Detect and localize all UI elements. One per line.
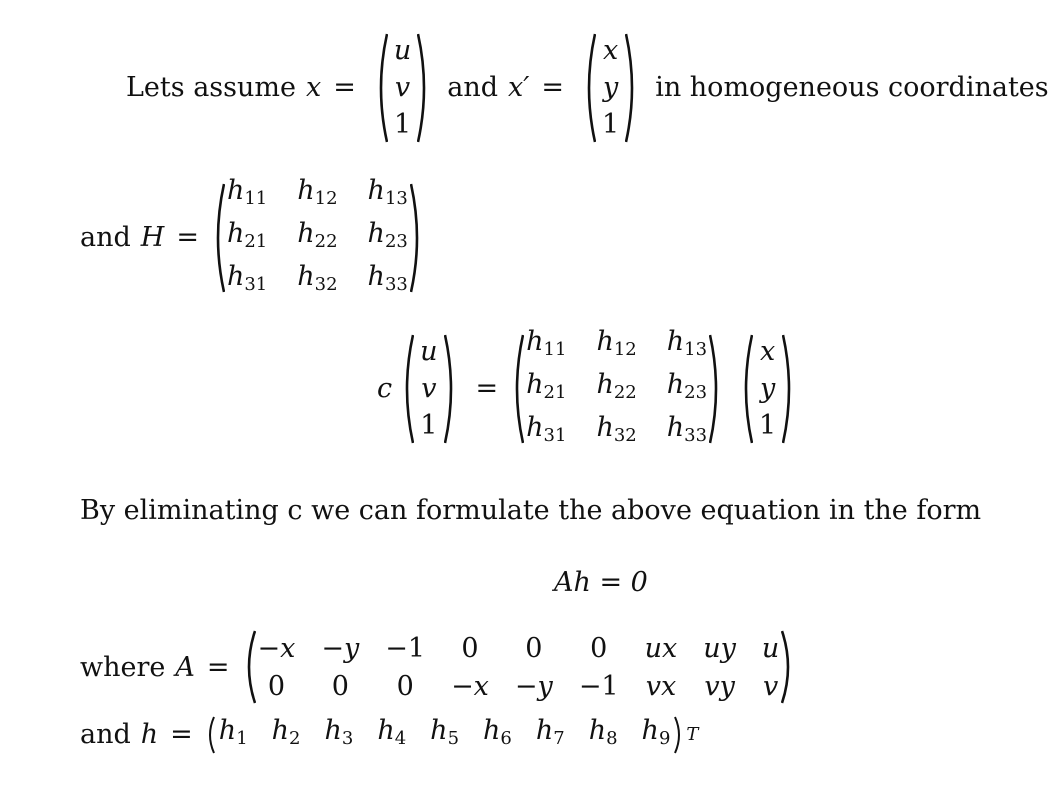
H-matrix — [211, 173, 424, 302]
vector-entry: $h_4$ — [377, 715, 407, 749]
matrix-entry: $h_{31}$ — [226, 261, 268, 295]
matrix-entry: ux — [644, 632, 678, 664]
ah-equation — [554, 562, 648, 602]
H-matrix — [510, 324, 723, 453]
xprime-variable: x′ — [508, 72, 530, 103]
vector-entry: x — [602, 34, 619, 66]
vector-entry: 1 — [420, 410, 438, 442]
vector-entry: 1 — [393, 109, 412, 141]
matrix-entry: v — [762, 670, 779, 702]
vector-entry: $h_9$ — [641, 715, 671, 749]
scale-c: c — [377, 373, 393, 404]
xy-vector — [739, 333, 796, 445]
matrix-entry: $h_{21}$ — [226, 218, 268, 252]
assumption-line — [126, 30, 1049, 145]
matrix-entry: $h_{11}$ — [226, 175, 268, 209]
transpose-mark: T — [686, 724, 699, 745]
matrix-entry: $h_{33}$ — [666, 412, 708, 446]
H-variable: H — [140, 222, 165, 253]
matrix-entry: −y — [321, 632, 360, 664]
matrix-entry: $h_{22}$ — [297, 218, 338, 252]
matrix-entry: $h_{13}$ — [367, 175, 408, 209]
matrix-entry: u — [761, 632, 780, 664]
vector-entry: $h_5$ — [430, 715, 460, 749]
matrix-entry: 0 — [590, 632, 608, 664]
matrix-entry: −1 — [578, 670, 619, 702]
equals-sign: = — [206, 651, 230, 683]
matrix-entry: $h_{32}$ — [596, 412, 637, 446]
vector-entry: v — [421, 372, 437, 404]
equation-text: Ah = 0 — [554, 566, 648, 598]
vector-entry: $h_1$ — [218, 715, 248, 749]
vector-entry: $h_8$ — [588, 715, 618, 749]
where-word: where — [80, 651, 166, 683]
matrix-entry: 0 — [267, 670, 286, 702]
equals-sign: = — [176, 222, 199, 253]
vector-entry: 1 — [759, 410, 777, 442]
and-word: and — [447, 72, 499, 103]
vector-entry: u — [393, 34, 412, 66]
matrix-entry: $h_{21}$ — [526, 369, 567, 403]
matrix-entry: $h_{12}$ — [297, 175, 338, 209]
matrix-entry: uy — [703, 632, 736, 664]
matrix-entry: 0 — [461, 632, 479, 664]
and-word: and — [80, 719, 131, 750]
vector-entry: u — [420, 335, 438, 367]
vector-entry: $h_2$ — [271, 715, 301, 749]
matrix-entry: −x — [257, 632, 296, 664]
A-matrix-definition — [80, 628, 801, 706]
equals-sign: = — [170, 719, 193, 750]
matrix-entry: $h_{12}$ — [596, 326, 637, 360]
A-variable: A — [175, 651, 195, 683]
h-row-vector — [205, 713, 685, 756]
matrix-entry: $h_{23}$ — [367, 218, 408, 252]
matrix-entry: vx — [645, 670, 677, 702]
equals-sign: = — [475, 373, 499, 404]
vector-entry: v — [394, 71, 411, 103]
x-vector — [374, 32, 431, 144]
equals-sign: = — [333, 72, 356, 103]
matrix-entry: −y — [514, 670, 553, 702]
x-variable: x — [305, 72, 322, 103]
matrix-entry: −x — [451, 670, 489, 702]
matrix-entry: 0 — [525, 632, 543, 664]
uv-vector — [400, 333, 457, 445]
matrix-entry: $h_{23}$ — [666, 369, 708, 403]
xprime-vector — [582, 32, 639, 144]
matrix-entry: $h_{31}$ — [526, 412, 567, 446]
matrix-entry: 0 — [331, 670, 349, 702]
vector-entry: $h_3$ — [324, 715, 354, 749]
matrix-entry: $h_{22}$ — [596, 369, 637, 403]
matrix-entry: $h_{13}$ — [666, 326, 708, 360]
matrix-entry: −1 — [385, 632, 426, 664]
matrix-entry: 0 — [396, 670, 414, 702]
h-matrix-definition — [80, 175, 430, 295]
vector-entry: $h_6$ — [483, 715, 512, 749]
matrix-entry: $h_{32}$ — [297, 261, 338, 295]
h-vector-definition — [80, 712, 698, 757]
assumption-prefix: Lets assume — [126, 72, 296, 103]
equals-sign: = — [541, 72, 564, 103]
assumption-suffix: in homogeneous coordinates — [655, 72, 1049, 103]
matrix-entry: vy — [704, 670, 735, 702]
A-matrix — [242, 629, 796, 705]
projection-equation — [377, 326, 802, 446]
h-variable: h — [140, 719, 159, 750]
vector-entry: y — [759, 372, 776, 404]
vector-entry: x — [760, 335, 776, 367]
vector-entry: $h_7$ — [535, 715, 565, 749]
elimination-text — [80, 490, 981, 530]
and-word: and — [80, 222, 131, 253]
paragraph-text: By eliminating c we can formulate the above equation in the form — [80, 494, 982, 526]
matrix-entry: $h_{11}$ — [526, 326, 567, 360]
vector-entry: 1 — [602, 109, 620, 141]
vector-entry: y — [602, 71, 619, 103]
matrix-entry: $h_{33}$ — [367, 261, 408, 295]
